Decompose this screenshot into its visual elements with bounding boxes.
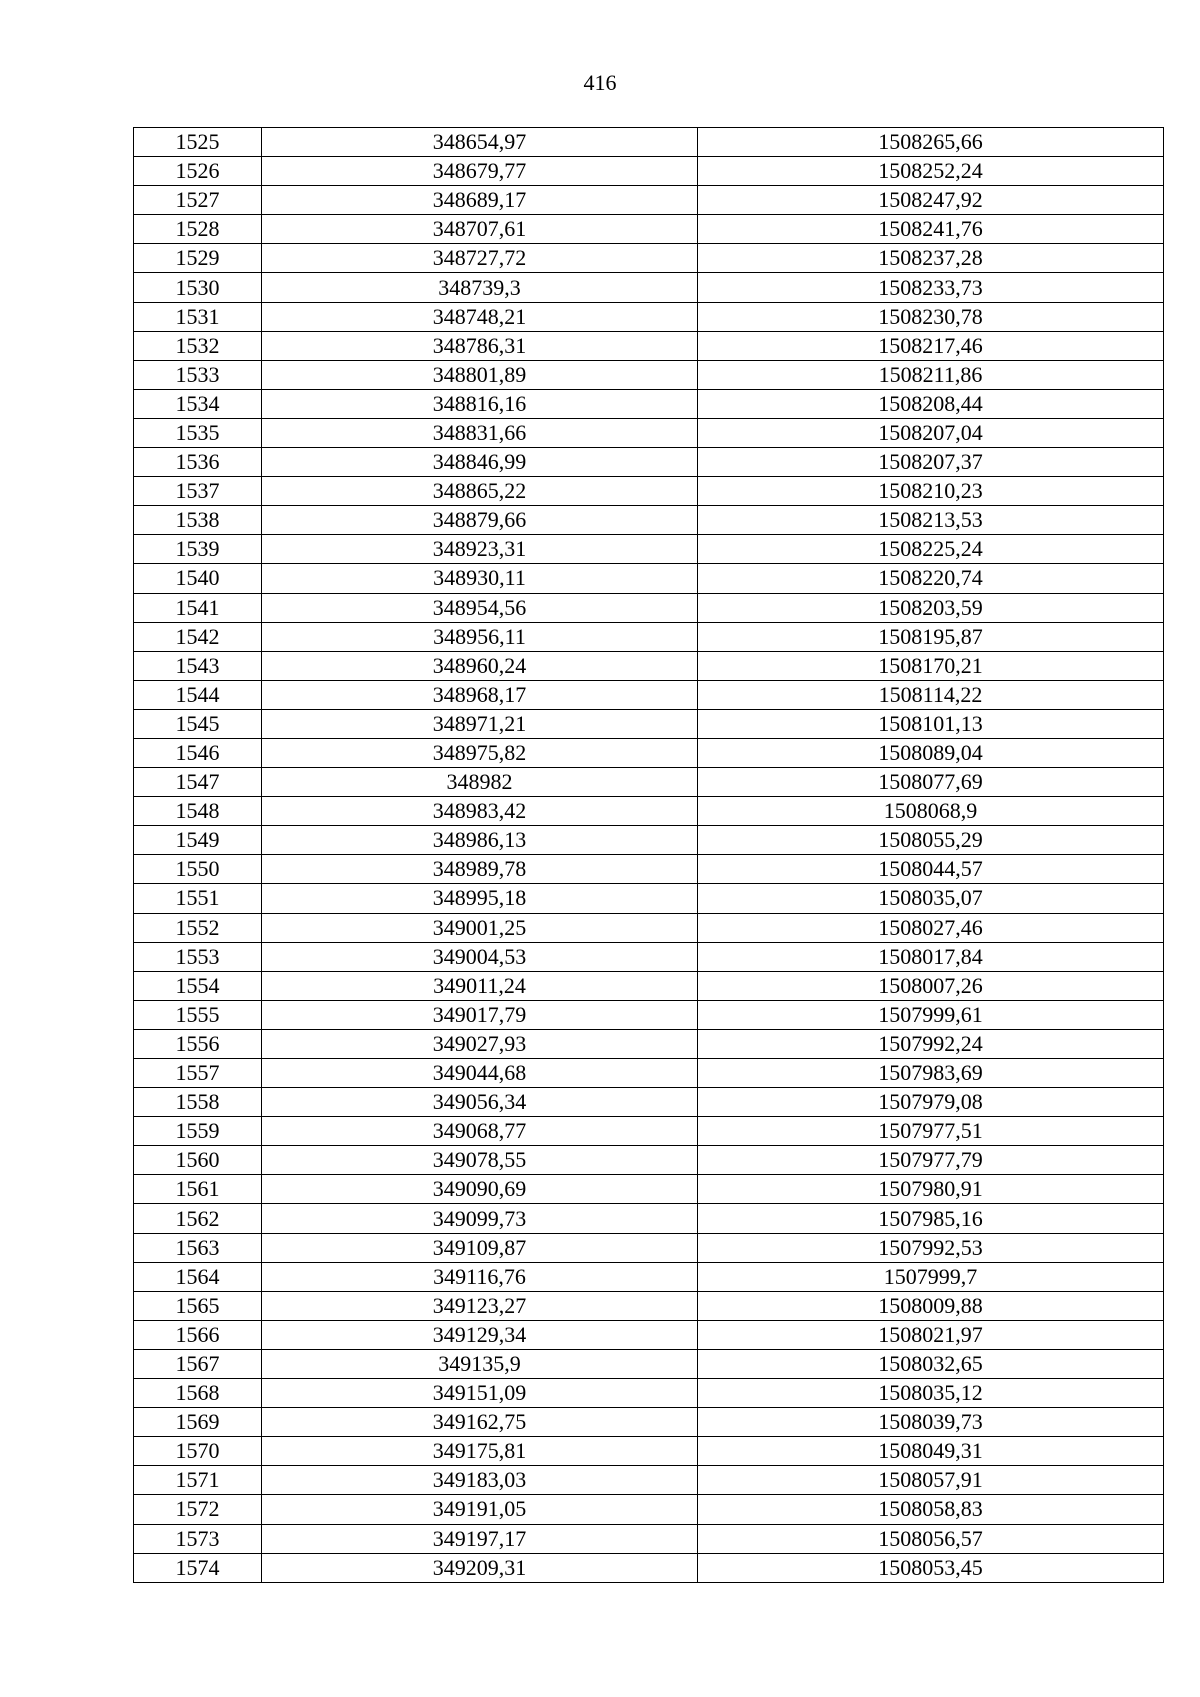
point-number-cell: 1555 — [134, 1000, 262, 1029]
y-coordinate-cell: 1508021,97 — [698, 1320, 1164, 1349]
y-coordinate-cell: 1508089,04 — [698, 738, 1164, 767]
x-coordinate-cell: 349044,68 — [262, 1059, 698, 1088]
y-coordinate-cell: 1508211,86 — [698, 360, 1164, 389]
y-coordinate-cell: 1507992,53 — [698, 1233, 1164, 1262]
point-number-cell: 1567 — [134, 1349, 262, 1378]
point-number-cell: 1558 — [134, 1088, 262, 1117]
y-coordinate-cell: 1508225,24 — [698, 535, 1164, 564]
y-coordinate-cell: 1508049,31 — [698, 1437, 1164, 1466]
x-coordinate-cell: 348748,21 — [262, 302, 698, 331]
x-coordinate-cell: 349162,75 — [262, 1408, 698, 1437]
x-coordinate-cell: 349099,73 — [262, 1204, 698, 1233]
x-coordinate-cell: 348739,3 — [262, 273, 698, 302]
table-row — [134, 1320, 1164, 1349]
y-coordinate-cell: 1508114,22 — [698, 680, 1164, 709]
point-number-cell: 1556 — [134, 1029, 262, 1058]
table-row — [134, 389, 1164, 418]
x-coordinate-cell: 349191,05 — [262, 1495, 698, 1524]
y-coordinate-cell: 1508057,91 — [698, 1466, 1164, 1495]
table-row — [134, 215, 1164, 244]
point-number-cell: 1569 — [134, 1408, 262, 1437]
table-row — [134, 1291, 1164, 1320]
table-row — [134, 1553, 1164, 1582]
point-number-cell: 1553 — [134, 942, 262, 971]
x-coordinate-cell: 348831,66 — [262, 418, 698, 447]
x-coordinate-cell: 349175,81 — [262, 1437, 698, 1466]
point-number-cell: 1547 — [134, 768, 262, 797]
x-coordinate-cell: 348971,21 — [262, 709, 698, 738]
table-row — [134, 1379, 1164, 1408]
point-number-cell: 1548 — [134, 797, 262, 826]
y-coordinate-cell: 1508230,78 — [698, 302, 1164, 331]
x-coordinate-cell: 348707,61 — [262, 215, 698, 244]
point-number-cell: 1535 — [134, 418, 262, 447]
point-number-cell: 1560 — [134, 1146, 262, 1175]
table-row — [134, 506, 1164, 535]
table-row — [134, 418, 1164, 447]
table-row — [134, 360, 1164, 389]
x-coordinate-cell: 348689,17 — [262, 186, 698, 215]
x-coordinate-cell: 349004,53 — [262, 942, 698, 971]
y-coordinate-cell: 1508252,24 — [698, 157, 1164, 186]
table-row — [134, 797, 1164, 826]
y-coordinate-cell: 1508233,73 — [698, 273, 1164, 302]
x-coordinate-cell: 349151,09 — [262, 1379, 698, 1408]
x-coordinate-cell: 349090,69 — [262, 1175, 698, 1204]
y-coordinate-cell: 1508217,46 — [698, 331, 1164, 360]
point-number-cell: 1546 — [134, 738, 262, 767]
point-number-cell: 1561 — [134, 1175, 262, 1204]
table-row — [134, 128, 1164, 157]
table-row — [134, 855, 1164, 884]
y-coordinate-cell: 1508058,83 — [698, 1495, 1164, 1524]
table-row — [134, 331, 1164, 360]
y-coordinate-cell: 1507992,24 — [698, 1029, 1164, 1058]
x-coordinate-cell: 348956,11 — [262, 622, 698, 651]
point-number-cell: 1541 — [134, 593, 262, 622]
page-number: 416 — [583, 70, 617, 95]
point-number-cell: 1536 — [134, 448, 262, 477]
y-coordinate-cell: 1508195,87 — [698, 622, 1164, 651]
point-number-cell: 1562 — [134, 1204, 262, 1233]
x-coordinate-cell: 348983,42 — [262, 797, 698, 826]
table-row — [134, 477, 1164, 506]
point-number-cell: 1574 — [134, 1553, 262, 1582]
y-coordinate-cell: 1508032,65 — [698, 1349, 1164, 1378]
x-coordinate-cell: 348654,97 — [262, 128, 698, 157]
y-coordinate-cell: 1508265,66 — [698, 128, 1164, 157]
x-coordinate-cell: 348923,31 — [262, 535, 698, 564]
point-number-cell: 1528 — [134, 215, 262, 244]
point-number-cell: 1557 — [134, 1059, 262, 1088]
y-coordinate-cell: 1508007,26 — [698, 971, 1164, 1000]
point-number-cell: 1531 — [134, 302, 262, 331]
y-coordinate-cell: 1508237,28 — [698, 244, 1164, 273]
table-row — [134, 826, 1164, 855]
x-coordinate-cell: 349001,25 — [262, 913, 698, 942]
y-coordinate-cell: 1508027,46 — [698, 913, 1164, 942]
table-row — [134, 1524, 1164, 1553]
y-coordinate-cell: 1508213,53 — [698, 506, 1164, 535]
y-coordinate-cell: 1508055,29 — [698, 826, 1164, 855]
x-coordinate-cell: 348982 — [262, 768, 698, 797]
y-coordinate-cell: 1507977,79 — [698, 1146, 1164, 1175]
table-row — [134, 1204, 1164, 1233]
point-number-cell: 1537 — [134, 477, 262, 506]
y-coordinate-cell: 1508053,45 — [698, 1553, 1164, 1582]
point-number-cell: 1533 — [134, 360, 262, 389]
point-number-cell: 1532 — [134, 331, 262, 360]
point-number-cell: 1566 — [134, 1320, 262, 1349]
point-number-cell: 1568 — [134, 1379, 262, 1408]
point-number-cell: 1551 — [134, 884, 262, 913]
x-coordinate-cell: 348986,13 — [262, 826, 698, 855]
x-coordinate-cell: 349027,93 — [262, 1029, 698, 1058]
y-coordinate-cell: 1507980,91 — [698, 1175, 1164, 1204]
y-coordinate-cell: 1508035,12 — [698, 1379, 1164, 1408]
table-row — [134, 564, 1164, 593]
point-number-cell: 1573 — [134, 1524, 262, 1553]
x-coordinate-cell: 348930,11 — [262, 564, 698, 593]
x-coordinate-cell: 349197,17 — [262, 1524, 698, 1553]
x-coordinate-cell: 348727,72 — [262, 244, 698, 273]
y-coordinate-cell: 1508101,13 — [698, 709, 1164, 738]
point-number-cell: 1526 — [134, 157, 262, 186]
table-row — [134, 186, 1164, 215]
y-coordinate-cell: 1508241,76 — [698, 215, 1164, 244]
coordinates-table — [133, 127, 1164, 1583]
point-number-cell: 1543 — [134, 651, 262, 680]
point-number-cell: 1565 — [134, 1291, 262, 1320]
point-number-cell: 1527 — [134, 186, 262, 215]
table-row — [134, 1000, 1164, 1029]
x-coordinate-cell: 348989,78 — [262, 855, 698, 884]
y-coordinate-cell: 1508077,69 — [698, 768, 1164, 797]
table-row — [134, 1146, 1164, 1175]
table-row — [134, 157, 1164, 186]
x-coordinate-cell: 348679,77 — [262, 157, 698, 186]
y-coordinate-cell: 1508203,59 — [698, 593, 1164, 622]
point-number-cell: 1563 — [134, 1233, 262, 1262]
y-coordinate-cell: 1508009,88 — [698, 1291, 1164, 1320]
point-number-cell: 1564 — [134, 1262, 262, 1291]
y-coordinate-cell: 1507999,7 — [698, 1262, 1164, 1291]
point-number-cell: 1550 — [134, 855, 262, 884]
y-coordinate-cell: 1508068,9 — [698, 797, 1164, 826]
table-row — [134, 1349, 1164, 1378]
table-row — [134, 448, 1164, 477]
x-coordinate-cell: 348879,66 — [262, 506, 698, 535]
table-row — [134, 971, 1164, 1000]
point-number-cell: 1549 — [134, 826, 262, 855]
point-number-cell: 1538 — [134, 506, 262, 535]
y-coordinate-cell: 1508208,44 — [698, 389, 1164, 418]
point-number-cell: 1571 — [134, 1466, 262, 1495]
point-number-cell: 1539 — [134, 535, 262, 564]
point-number-cell: 1530 — [134, 273, 262, 302]
x-coordinate-cell: 348968,17 — [262, 680, 698, 709]
x-coordinate-cell: 349129,34 — [262, 1320, 698, 1349]
table-row — [134, 913, 1164, 942]
y-coordinate-cell: 1508207,04 — [698, 418, 1164, 447]
point-number-cell: 1540 — [134, 564, 262, 593]
point-number-cell: 1554 — [134, 971, 262, 1000]
x-coordinate-cell: 349017,79 — [262, 1000, 698, 1029]
y-coordinate-cell: 1508035,07 — [698, 884, 1164, 913]
x-coordinate-cell: 348816,16 — [262, 389, 698, 418]
table-row — [134, 1408, 1164, 1437]
y-coordinate-cell: 1508017,84 — [698, 942, 1164, 971]
x-coordinate-cell: 348846,99 — [262, 448, 698, 477]
x-coordinate-cell: 348801,89 — [262, 360, 698, 389]
coordinates-table-body — [134, 128, 1164, 1583]
y-coordinate-cell: 1507979,08 — [698, 1088, 1164, 1117]
x-coordinate-cell: 348995,18 — [262, 884, 698, 913]
y-coordinate-cell: 1507985,16 — [698, 1204, 1164, 1233]
table-row — [134, 1088, 1164, 1117]
y-coordinate-cell: 1508044,57 — [698, 855, 1164, 884]
point-number-cell: 1545 — [134, 709, 262, 738]
y-coordinate-cell: 1507977,51 — [698, 1117, 1164, 1146]
x-coordinate-cell: 349011,24 — [262, 971, 698, 1000]
x-coordinate-cell: 348954,56 — [262, 593, 698, 622]
table-row — [134, 593, 1164, 622]
table-row — [134, 942, 1164, 971]
y-coordinate-cell: 1508056,57 — [698, 1524, 1164, 1553]
table-row — [134, 273, 1164, 302]
x-coordinate-cell: 349078,55 — [262, 1146, 698, 1175]
table-row — [134, 535, 1164, 564]
point-number-cell: 1534 — [134, 389, 262, 418]
table-row — [134, 302, 1164, 331]
y-coordinate-cell: 1508247,92 — [698, 186, 1164, 215]
table-row — [134, 768, 1164, 797]
x-coordinate-cell: 349068,77 — [262, 1117, 698, 1146]
table-row — [134, 622, 1164, 651]
table-row — [134, 738, 1164, 767]
point-number-cell: 1570 — [134, 1437, 262, 1466]
y-coordinate-cell: 1508207,37 — [698, 448, 1164, 477]
point-number-cell: 1552 — [134, 913, 262, 942]
table-row — [134, 1262, 1164, 1291]
point-number-cell: 1544 — [134, 680, 262, 709]
table-row — [134, 1117, 1164, 1146]
point-number-cell: 1559 — [134, 1117, 262, 1146]
x-coordinate-cell: 349209,31 — [262, 1553, 698, 1582]
table-row — [134, 1466, 1164, 1495]
x-coordinate-cell: 348960,24 — [262, 651, 698, 680]
y-coordinate-cell: 1508210,23 — [698, 477, 1164, 506]
point-number-cell: 1572 — [134, 1495, 262, 1524]
x-coordinate-cell: 349116,76 — [262, 1262, 698, 1291]
table-row — [134, 1029, 1164, 1058]
table-row — [134, 244, 1164, 273]
y-coordinate-cell: 1508170,21 — [698, 651, 1164, 680]
x-coordinate-cell: 349109,87 — [262, 1233, 698, 1262]
x-coordinate-cell: 349056,34 — [262, 1088, 698, 1117]
x-coordinate-cell: 348865,22 — [262, 477, 698, 506]
table-row — [134, 1233, 1164, 1262]
table-row — [134, 1437, 1164, 1466]
y-coordinate-cell: 1507999,61 — [698, 1000, 1164, 1029]
table-row — [134, 680, 1164, 709]
x-coordinate-cell: 349183,03 — [262, 1466, 698, 1495]
table-row — [134, 1059, 1164, 1088]
point-number-cell: 1542 — [134, 622, 262, 651]
point-number-cell: 1525 — [134, 128, 262, 157]
y-coordinate-cell: 1508220,74 — [698, 564, 1164, 593]
x-coordinate-cell: 349123,27 — [262, 1291, 698, 1320]
x-coordinate-cell: 348975,82 — [262, 738, 698, 767]
table-row — [134, 1175, 1164, 1204]
table-row — [134, 1495, 1164, 1524]
point-number-cell: 1529 — [134, 244, 262, 273]
table-row — [134, 709, 1164, 738]
table-row — [134, 884, 1164, 913]
x-coordinate-cell: 349135,9 — [262, 1349, 698, 1378]
y-coordinate-cell: 1508039,73 — [698, 1408, 1164, 1437]
table-row — [134, 651, 1164, 680]
y-coordinate-cell: 1507983,69 — [698, 1059, 1164, 1088]
x-coordinate-cell: 348786,31 — [262, 331, 698, 360]
